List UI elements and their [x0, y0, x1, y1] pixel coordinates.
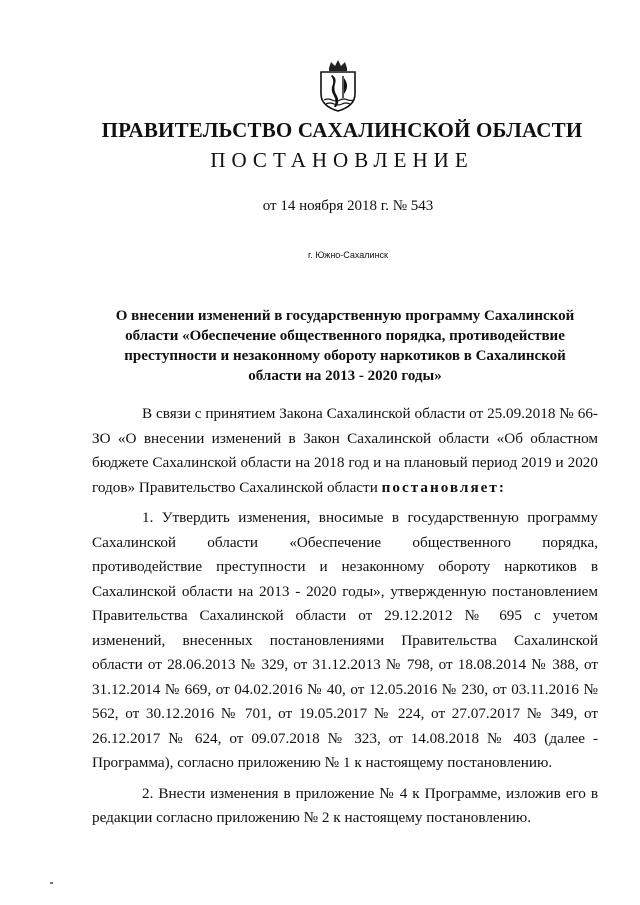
decree-word: постановляет:: [381, 478, 506, 496]
item-1-paragraph: 1. Утвердить изменения, вносимые в государственную программу Сахалинской области «Обеспечение общественного порядка, противодействие преступности и незаконному обороту наркотиков в Сахалинской области на 2013 - 2020 годы», утвержденную постановлением Правительства Сахалинской области от 29.12.2012 № 695 с учетом изменений, внесенных постановлениями Правительства Сахалинской области от 28.06.2013 № 329, от 31.12.2013 № 798, от 18.08.2014 № 388, от 31.12.2014 № 669, от 04.02.2016 № 40, от 12.05.2016 № 230, от 03.11.2016 № 562, от 30.12.2016 № 701, от 19.05.2017 № 224, от 27.07.2017 № 349, от 26.12.2017 № 624, от 09.07.2018 № 323, от 14.08.2018 № 403 (далее - Программа), согласно приложению № 1 к настоящему постановлению.: [92, 509, 598, 771]
preamble-text: В связи с принятием Закона Сахалинской области от 25.09.2018 № 66-ЗО «О внесении изменений в Закон Сахалинской области «Об областном бюджете Сахалинской области на 2018 год и на плановый период 2019 и 2020 годов» Правительство Сахалинской области: [92, 405, 598, 496]
coat-of-arms-icon: [318, 60, 358, 112]
preamble-paragraph: [92, 402, 598, 500]
document-city: г. Южно-Сахалинск: [308, 250, 388, 260]
organization-name: ПРАВИТЕЛЬСТВО САХАЛИНСКОЙ ОБЛАСТИ: [101, 118, 583, 142]
document-title: О внесении изменений в государственную программу Сахалинской области «Обеспечение общественного порядка, противодействие преступности и незаконному обороту наркотиков в Сахалинской области на 2013 - 2020 годы»: [115, 308, 575, 384]
document-date-number: от 14 ноября 2018 г. № 543: [262, 198, 434, 214]
document-type: ПОСТАНОВЛЕНИЕ: [210, 148, 474, 172]
document-body: [92, 402, 598, 831]
scan-speck: [50, 882, 53, 884]
item-2-paragraph: 2. Внести изменения в приложение № 4 к Программе, изложив его в редакции согласно приложению № 2 к настоящему постановлению.: [92, 784, 598, 826]
